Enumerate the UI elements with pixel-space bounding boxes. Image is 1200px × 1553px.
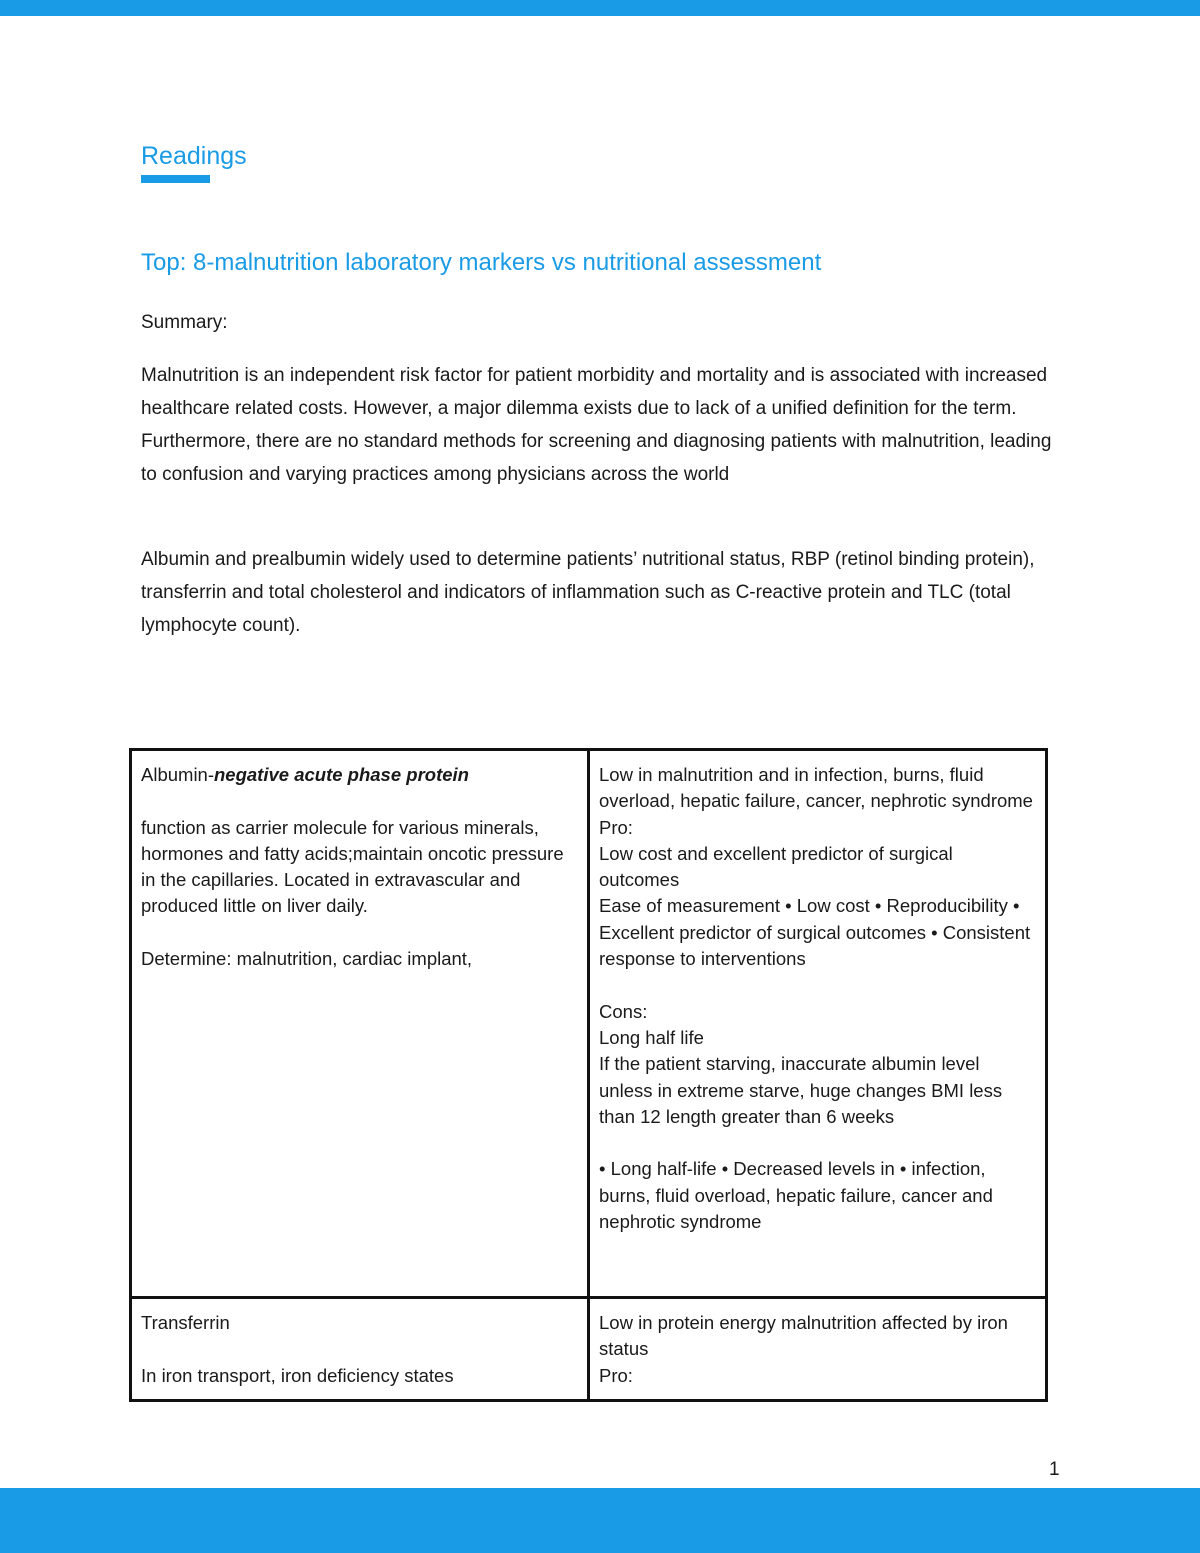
table-row [131,750,1047,1298]
summary-paragraph: Malnutrition is an independent risk factor for patient morbidity and mortality and is associated with increased healthcare related costs. However, a major dilemma exists due to lack of a unified definition for the term. Furthermore, there are no standard methods for screening and diagnosing patients with malnutrition, leading to confusion and varying practices among physicians across the world [141,365,1052,485]
page-number: 1 [1049,1459,1060,1480]
marker-term: negative acute phase protein [214,764,469,785]
summary-label: Summary: [141,312,228,333]
marker-description: function as carrier molecule for various minerals, hormones and fatty acids;maintain oncotic pressure in the capillaries. Located in extravascular and produced little on liver daily. Determine: malnutrition, cardiac implant, [141,816,564,970]
marker-cell [131,1298,589,1401]
section-label: Readings [141,142,247,170]
document-title: Top: 8-malnutrition laboratory markers vs nutritional assessment [141,249,822,276]
marker-notes: Low in protein energy malnutrition affected by iron status Pro: [589,1298,1047,1401]
lab-markers-table [129,748,1048,1402]
marker-notes: Low in malnutrition and in infection, burns, fluid overload, hepatic failure, cancer, nephrotic syndrome Pro: Low cost and excellent predictor of surgical outcomes Ease of measurement • Low cost • Reproducibility • Excellent predictor of surgical outcomes • Consistent response to interventions Cons: Long half life If the patient starving, inaccurate albumin level unless in extreme starve, huge changes BMI less than 12 length greater than 6 weeks • Long half-life • Decreased levels in • infection, burns, fluid overload, hepatic failure, cancer and nephrotic syndrome [589,750,1047,1298]
marker-name: Albumin- [141,764,214,785]
bottom-accent-bar [0,1488,1200,1553]
section-underline [141,175,210,183]
marker-cell [131,750,589,1298]
table-row [131,1298,1047,1401]
markers-paragraph: Albumin and prealbumin widely used to determine patients’ nutritional status, RBP (retinol binding protein), transferrin and total cholesterol and indicators of inflammation such as C-reactive protein and TLC (total lymphocyte count). [141,549,1035,636]
marker-description: In iron transport, iron deficiency states [141,1364,454,1386]
top-accent-bar [0,0,1200,16]
marker-name: Transferrin [141,1312,230,1333]
